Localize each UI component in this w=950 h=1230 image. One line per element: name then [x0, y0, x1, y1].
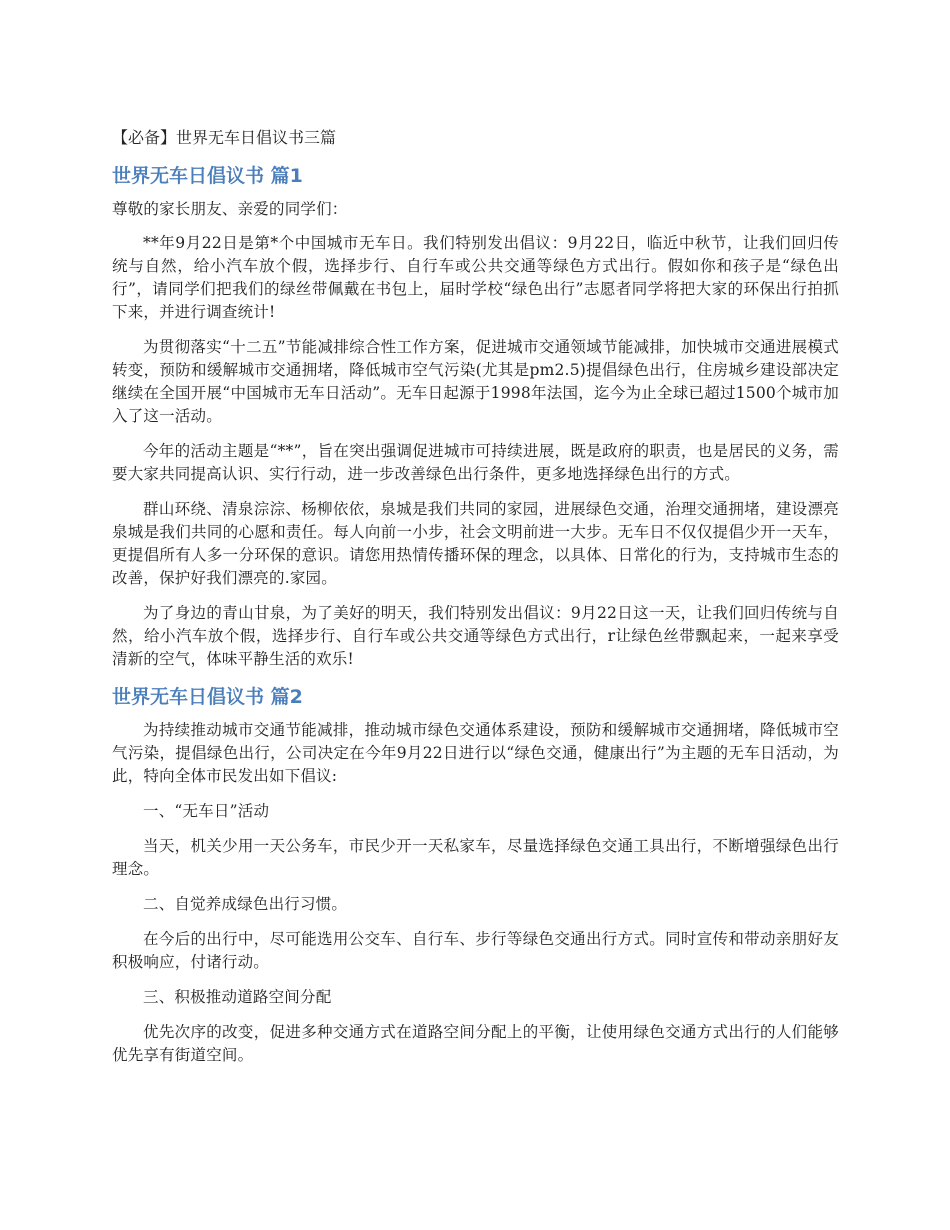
section-1	[112, 162, 839, 671]
paragraph: 在今后的出行中，尽可能选用公交车、自行车、步行等绿色交通出行方式。同时宣传和带动亲朋好友积极响应，付诸行动。	[112, 930, 839, 971]
paragraph: 优先次序的改变，促进多种交通方式在道路空间分配上的平衡，让使用绿色交通方式出行的人们能够优先享有街道空间。	[112, 1023, 839, 1064]
greeting: 尊敬的家长朋友、亲爱的同学们：	[112, 200, 348, 218]
section-2	[112, 683, 839, 1067]
paragraph: 为持续推动城市交通节能减排，推动城市绿色交通体系建设，预防和缓解城市交通拥堵，降低城市空气污染，提倡绿色出行，公司决定在今年9月22日进行以“绿色交通，健康出行”为主题的无车日活动，为此，特向全体市民发出如下倡议:	[112, 721, 839, 785]
paragraph: 为贯彻落实“十二五”节能减排综合性工作方案，促进城市交通领域节能减排，加快城市交通进展模式转变，预防和缓解城市交通拥堵，降低城市空气污染(尤其是pm2.5)提倡绿色出行，住房城乡建设部决定继续在全国开展“中国城市无车日活动”。无车日起源于1998年法国，迄今为止全球已超过1500个城市加入了这一活动。	[112, 338, 839, 425]
paragraph: 当天，机关少用一天公务车，市民少开一天私家车，尽量选择绿色交通工具出行，不断增强绿色出行理念。	[112, 837, 839, 878]
document-page	[112, 126, 839, 1079]
document-title: 【必备】世界无车日倡议书三篇	[112, 128, 337, 147]
paragraph: 今年的活动主题是“**”，旨在突出强调促进城市可持续进展，既是政府的职责，也是居民的义务，需要大家共同提高认识、实行行动，进一步改善绿色出行条件，更多地选择绿色出行的方式。	[112, 442, 839, 483]
paragraph: **年9月22日是第*个中国城市无车日。我们特别发出倡议：9月22日，临近中秋节，让我们回归传统与自然，给小汽车放个假，选择步行、自行车或公共交通等绿色方式出行。假如你和孩子是“绿色出行”，请同学们把我们的绿丝带佩戴在书包上，届时学校“绿色出行”志愿者同学将把大家的环保出行拍抓下来，并进行调查统计!	[112, 234, 839, 321]
section-heading: 世界无车日倡议书 篇1	[112, 165, 303, 187]
section-heading: 世界无车日倡议书 篇2	[112, 686, 303, 708]
paragraph: 为了身边的青山甘泉，为了美好的明天，我们特别发出倡议：9月22日这一天，让我们回归传统与自然，给小汽车放个假，选择步行、自行车或公共交通等绿色方式出行，r让绿色丝带飘起来，一起来享受清新的空气，体味平静生活的欢乐!	[112, 604, 839, 668]
subheading-item: 三、积极推动道路空间分配	[143, 988, 332, 1006]
subheading-item: 二、自觉养成绿色出行习惯。	[143, 895, 348, 913]
paragraph: 群山环绕、清泉淙淙、杨柳依依，泉城是我们共同的家园，进展绿色交通，治理交通拥堵，建设漂亮泉城是我们共同的心愿和责任。每人向前一小步，社会文明前进一大步。无车日不仅仅提倡少开一天车，更提倡所有人多一分环保的意识。请您用热情传播环保的理念，以具体、日常化的行为，支持城市生态的改善，保护好我们漂亮的.家园。	[112, 500, 839, 587]
subheading-item: 一、“无车日”活动	[143, 802, 270, 820]
